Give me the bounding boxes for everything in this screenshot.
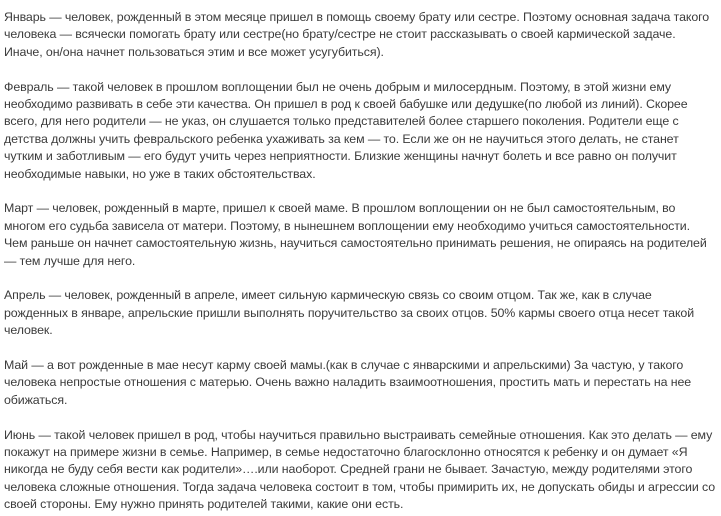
paragraph-february: Февраль — такой человек в прошлом воплощении был не очень добрым и милосердным. Поэтому, в этой жизни ему необходимо развивать в себе эти качества. Он пришел в род к своей бабушке или дедушке(по любой из линий). Скорее всего, для него родители — не указ, он слушается только представителей более старшего поколения. Родители еще с детства должны учить февральского ребенка ухаживать за кем — то. Если же он не научиться этого делать, не станет чутким и заботливым — его будут учить через неприятности. Близкие женщины начнут болеть и все равно он получит необходимые навыки, но уже в таких обстоятельствах. (4, 79, 688, 181)
paragraph-may: Май — а вот рожденные в мае несут карму своей мамы.(как в случае с январскими и апрельскими) За частую, у такого человека непростые отношения с матерью. Очень важно наладить взаимоотношения, простить мать и перестать на нее обижаться. (4, 358, 692, 407)
paragraph-march: Март — человек, рожденный в марте, пришел к своей маме. В прошлом воплощении он не был самостоятельным, во многом его судьба зависела от матери. Поэтому, в нынешнем воплощении ему необходимо учиться самостоятельности. Чем раньше он начнет самостоятельную жизнь, научиться самостоятельно принимать решения, не опираясь на родителей — тем лучше для него. (4, 201, 707, 268)
paragraph-january: Январь — человек, рожденный в этом месяце пришел в помощь своему брату или сестре. Поэтому основная задача такого человека — всячески помогать брату или сестре(но брату/сестре не стоит рассказывать о своей кармической задаче. Иначе, он/она начнет пользоваться этим и все может усугубиться). (4, 10, 710, 59)
document-body (4, 9, 716, 514)
paragraph-april: Апрель — человек, рожденный в апреле, имеет сильную кармическую связь со своим отцом. Так же, как в случае рожденных в январе, апрельские пришли выполнять поручительство за своих отцов. 50% кармы своего отца несет такой человек. (4, 288, 695, 338)
paragraph-june: Июнь — такой человек пришел в род, чтобы научиться правильно выстраивать семейные отношения. Как это делать — ему покажут на примере жизни в семье. Например, в семье недостаточно благосклонно относятся к ребенку и он думает «Я никогда не буду себя вести как родители»….или наоборот. Средней грани не бывает. Зачастую, между родителями этого человека сложные отношения. Тогда задача человека состоит в том, чтобы примирить их, не допускать обиды и агрессии со своей стороны. Ему нужно принять родителей такими, какие они есть. (4, 427, 716, 512)
